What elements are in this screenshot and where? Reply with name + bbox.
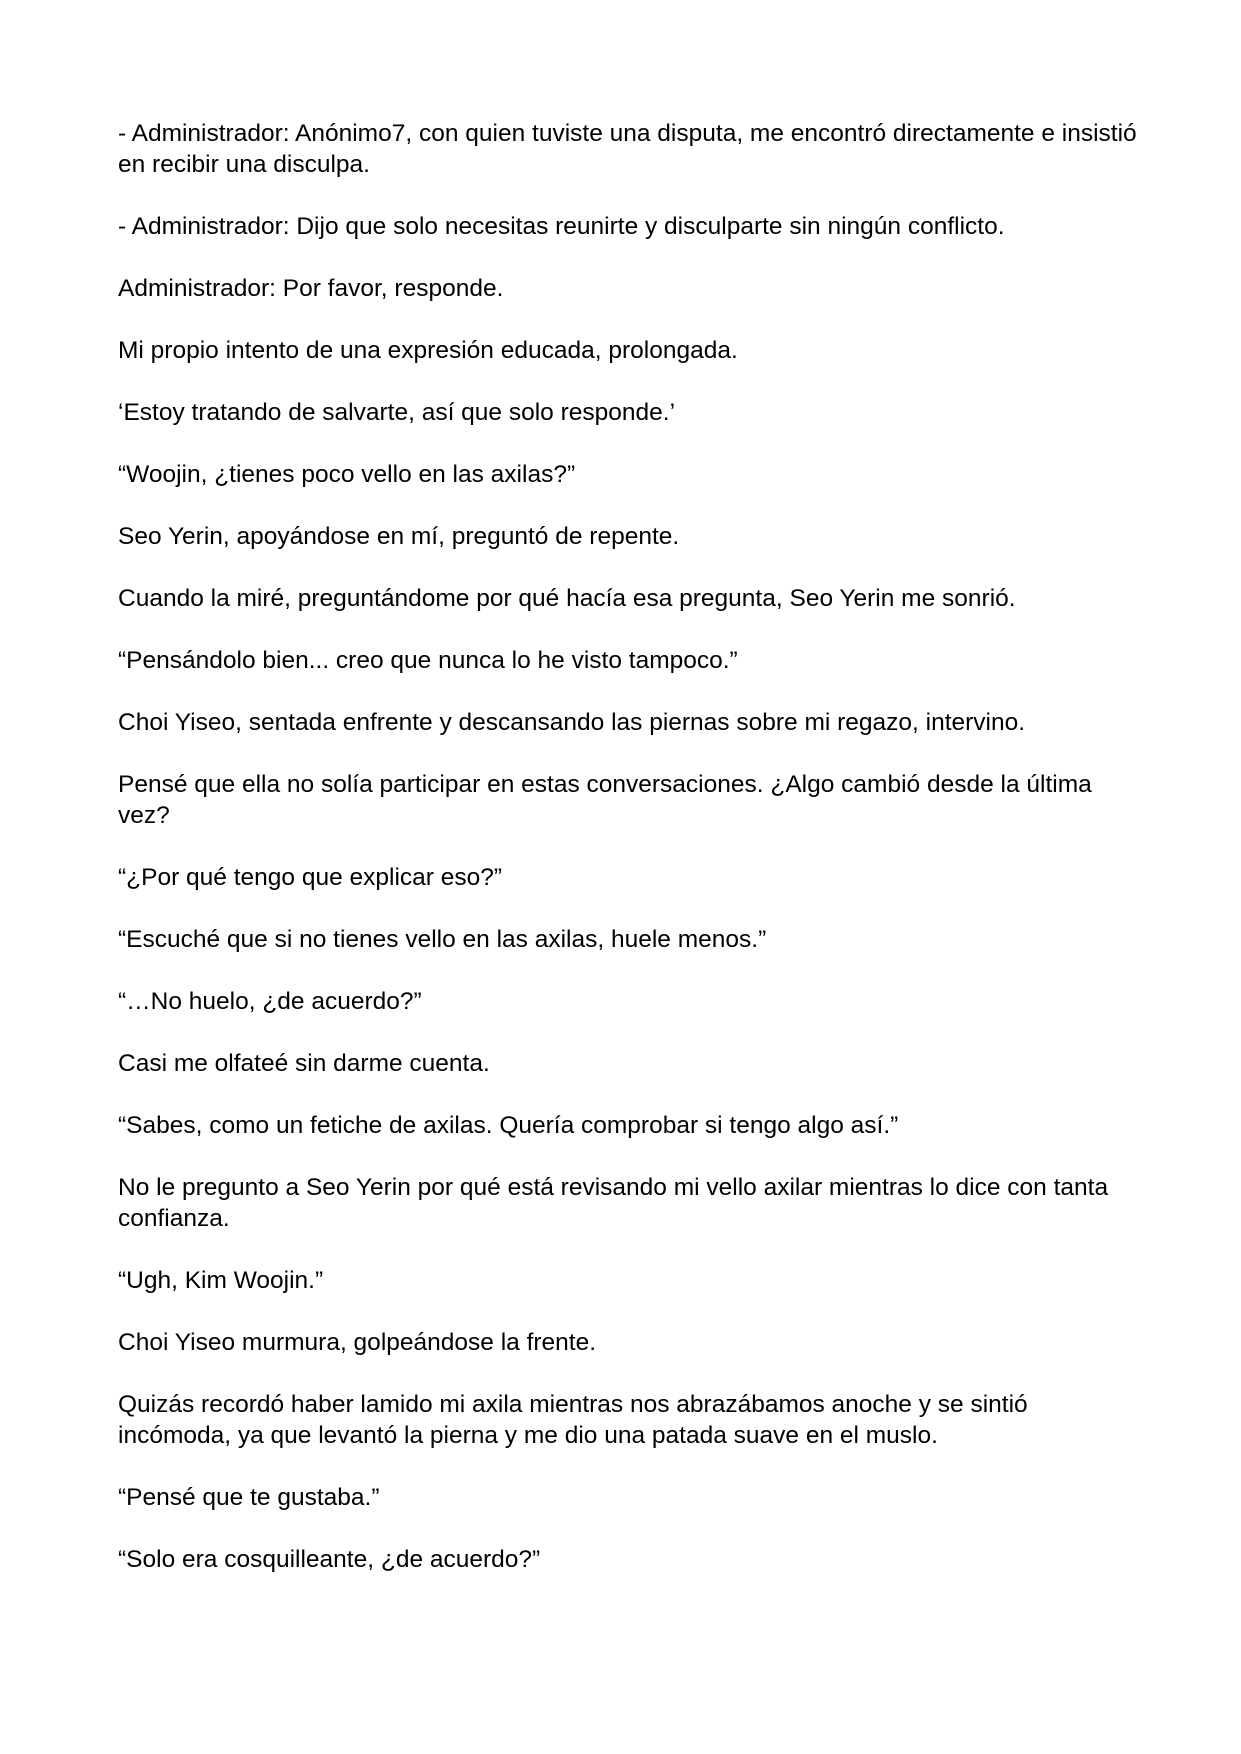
paragraph: “…No huelo, ¿de acuerdo?” (118, 988, 422, 1015)
paragraph: Choi Yiseo murmura, golpeándose la frente. (118, 1329, 597, 1356)
paragraph: “Solo era cosquilleante, ¿de acuerdo?” (118, 1546, 541, 1573)
paragraph: “Sabes, como un fetiche de axilas. Quería comprobar si tengo algo así.” (118, 1112, 899, 1139)
paragraph: Mi propio intento de una expresión educada, prolongada. (118, 337, 738, 364)
paragraph: - Administrador: Dijo que solo necesitas reunirte y disculparte sin ningún conflicto. (118, 213, 1005, 240)
paragraph: Casi me olfateé sin darme cuenta. (118, 1050, 490, 1077)
paragraph: - Administrador: Anónimo7, con quien tuviste una disputa, me encontró directamente e insistió en recibir una disculpa. (118, 120, 1137, 178)
paragraph: Administrador: Por favor, responde. (118, 275, 504, 302)
paragraph: Quizás recordó haber lamido mi axila mientras nos abrazábamos anoche y se sintió incómoda, ya que levantó la pierna y me dio una patada suave en el muslo. (118, 1391, 1028, 1449)
paragraph: “Escuché que si no tienes vello en las axilas, huele menos.” (118, 926, 767, 953)
paragraph: “Ugh, Kim Woojin.” (118, 1267, 324, 1294)
paragraph: Choi Yiseo, sentada enfrente y descansando las piernas sobre mi regazo, intervino. (118, 709, 1026, 736)
paragraph: “¿Por qué tengo que explicar eso?” (118, 864, 503, 891)
paragraph: “Pensándolo bien... creo que nunca lo he visto tampoco.” (118, 647, 738, 674)
paragraph: Seo Yerin, apoyándose en mí, preguntó de repente. (118, 523, 680, 550)
paragraph: ‘Estoy tratando de salvarte, así que solo responde.’ (118, 399, 676, 426)
paragraph: Cuando la miré, preguntándome por qué hacía esa pregunta, Seo Yerin me sonrió. (118, 585, 1016, 612)
paragraph: “Pensé que te gustaba.” (118, 1484, 380, 1511)
paragraph: Pensé que ella no solía participar en estas conversaciones. ¿Algo cambió desde la última vez? (118, 771, 1092, 829)
paragraph: No le pregunto a Seo Yerin por qué está revisando mi vello axilar mientras lo dice con tanta confianza. (118, 1174, 1109, 1232)
paragraph: “Woojin, ¿tienes poco vello en las axilas?” (118, 461, 576, 488)
document-body (118, 118, 1138, 1575)
